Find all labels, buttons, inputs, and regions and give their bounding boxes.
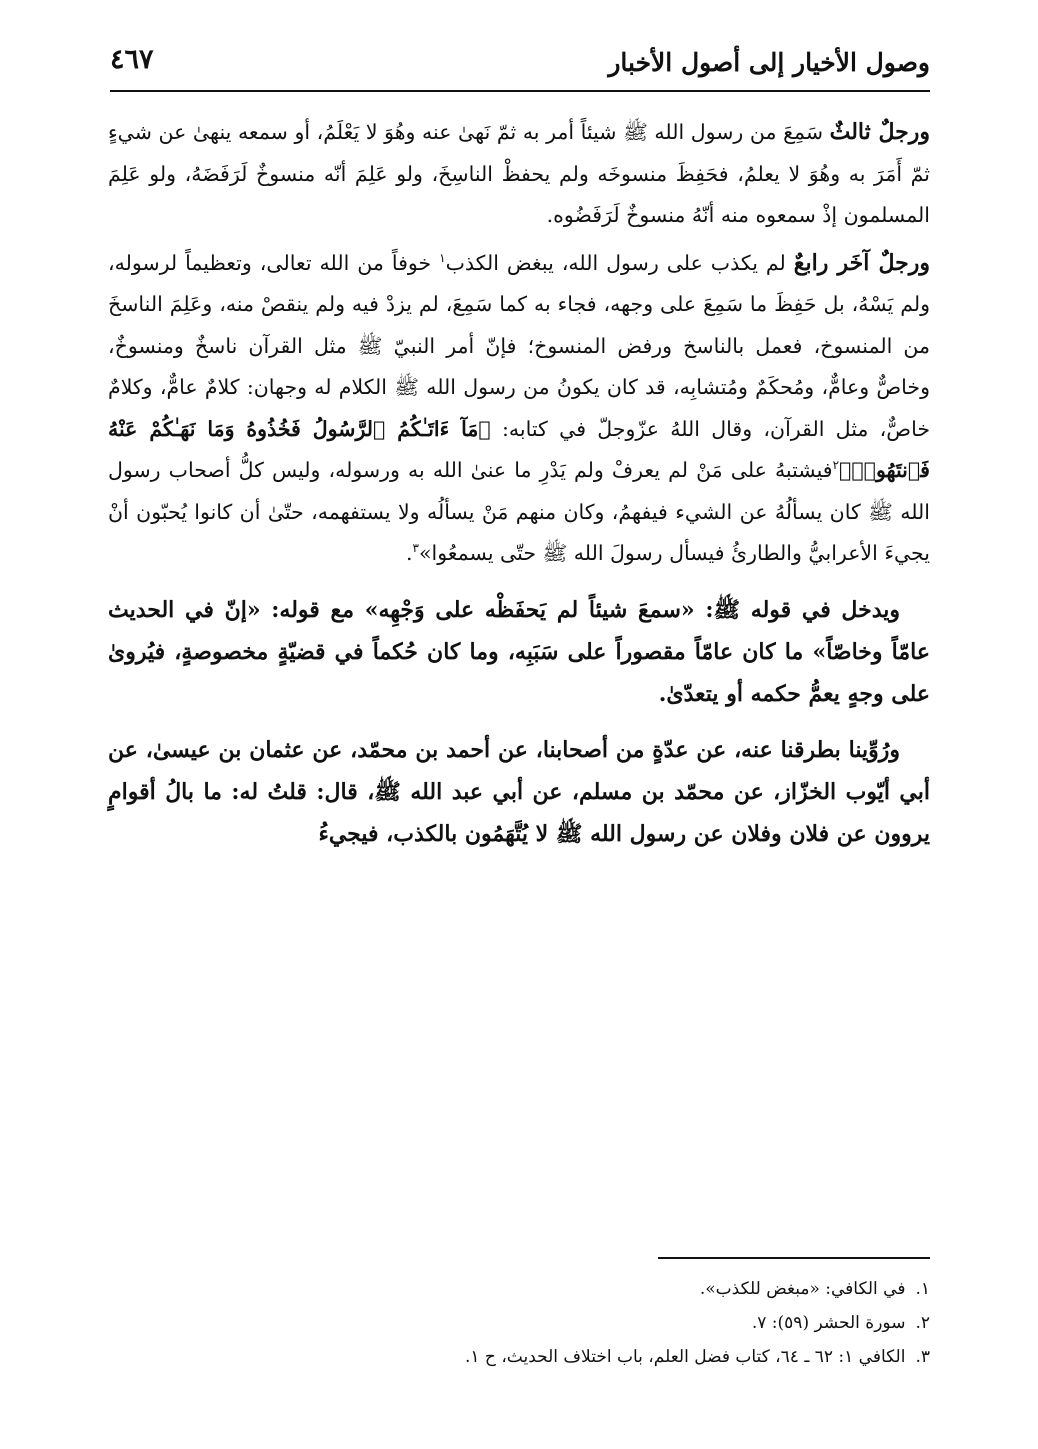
paragraph-text: خوفاً من الله تعالى، وتعظيماً لرسوله، ولم يَسْهُ، بل حَفِظَ ما سَمِعَ على وجهه، فجاء به كما سَمِعَ، لم يزدْ فيه ولم ينقصْ منه، وعَلِمَ الناسخَ من المنسوخ، فعمل بالناسخ ورفض المنسوخ؛ فإنّ أمر النبيّ ﷺ مثل القرآن ناسخٌ ومنسوخٌ، وخاصٌّ وعامٌّ، ومُحكَمٌ ومُتشابِه، قد كان يكونُ من رسول الله ﷺ الكلام له وجهان: كلامٌ عامٌّ، وكلامٌ خاصٌّ، مثل القرآن، وقال اللهُ عزّوجلّ في كتابه: xyxy=(108,250,930,441)
body-paragraph-1: ويدخل في قوله ﷺ: «سمعَ شيئاً لم يَحفَظْه على وَجْهِه» مع قوله: «إنّ في الحديث عامّاً وخاصّاً» ما كان عامّاً مقصوراً على سَبَبِه، وما كان حُكماً في قضيّةٍ مخصوصةٍ، فيُروىٰ على وجهٍ يعمُّ حكمه أو يتعدّىٰ. xyxy=(108,596,930,707)
paragraph-text: فيشتبهُ على مَنْ لم يعرفْ ولم يَدْرِ ما عنىٰ الله به ورسوله، وليس كلُّ أصحاب رسول الله ﷺ كان يسألُهُ عن الشيء فيفهمُ، وكان منهم مَنْ يسألُه ولا يستفهمه، حتّىٰ أن كانوا يُحبّون أنْ يجيءَ الأعرابيُّ والطارئُ فيسأل رسولَ الله ﷺ حتّى يسمعُوا» xyxy=(108,458,930,565)
footnotes xyxy=(108,1272,930,1374)
paragraph-text: سَمِعَ من رسول الله ﷺ شيئاً أمر به ثمّ نَهىٰ عنه وهُوَ لا يَعْلَمُ، أو سمعه ينهىٰ عن شيءٍ ثمّ أَمَرَ به وهُوَ لا يعلمُ، فحَفِظَ منسوخَه ولم يحفظْ الناسِخَ، ولو عَلِمَ أنّه منسوخٌ لَرَفَضَهُ، ولو عَلِمَ المسلمون إذْ سمعوه منه أنّهُ منسوخٌ لَرَفَضُوه. xyxy=(108,120,930,227)
quote-paragraph-third-man xyxy=(108,112,930,237)
main-text xyxy=(108,112,930,855)
footnote-number: ٢. xyxy=(915,1313,930,1333)
header-divider xyxy=(110,90,930,92)
paragraph-text: . xyxy=(405,541,413,565)
footnote-divider xyxy=(658,1257,930,1259)
footnote-text: في الكافي: «مبغض للكذب». xyxy=(699,1279,906,1299)
footnote-number: ٣. xyxy=(915,1347,930,1367)
hadith-quote-block xyxy=(108,112,930,575)
paragraph-lead: ورجلٌ ثالثٌ xyxy=(829,119,930,145)
footnote-2 xyxy=(108,1306,930,1340)
page-header xyxy=(110,38,930,90)
footnote-number: ١. xyxy=(915,1279,930,1299)
quote-paragraph-fourth-man xyxy=(108,243,930,575)
paragraph-text: لم يكذب على رسول الله، يبغض الكذب xyxy=(445,250,794,275)
footnote-text: سورة الحشر (٥٩): ٧. xyxy=(751,1313,906,1333)
footnote-ref-3[interactable]: ٣ xyxy=(412,541,419,556)
footnote-ref-2[interactable]: ٢ xyxy=(832,458,840,473)
footnote-1 xyxy=(108,1272,930,1306)
footnote-ref-1[interactable]: ١ xyxy=(439,250,446,265)
footnote-3 xyxy=(108,1340,930,1374)
quran-verse: ﴿مَآ ءَاتَـٰكُمُ ٱلرَّسُولُ فَخُذُوهُ وَمَا نَهَـٰكُمْ عَنْهُ فَٱنتَهُوا۟﴾ xyxy=(108,416,930,482)
footnote-text: الكافي ١: ٦٢ ـ ٦٤، كتاب فضل العلم، باب اختلاف الحديث، ح ١. xyxy=(464,1347,906,1367)
running-title: وصول الأخيار إلى أصول الأخبار xyxy=(608,48,930,77)
body-paragraph-2: ورُوِّينا بطرقنا عنه، عن عدّةٍ من أصحابنا، عن أحمد بن محمّد، عن عثمان بن عيسىٰ، عن أبي أيّوب الخزّاز، عن محمّد بن مسلم، عن أبي عبد الله ﷺ، قال: قلتُ له: ما بالُ أقوامٍ يروون عن فلان وفلان عن رسول الله ﷺ لا يُتَّهَمُون بالكذب، فيجيءُ xyxy=(108,736,930,847)
page-number: ٤٦٧ xyxy=(110,44,154,75)
paragraph-lead: ورجلٌ آخَر رابعٌ xyxy=(793,249,930,276)
